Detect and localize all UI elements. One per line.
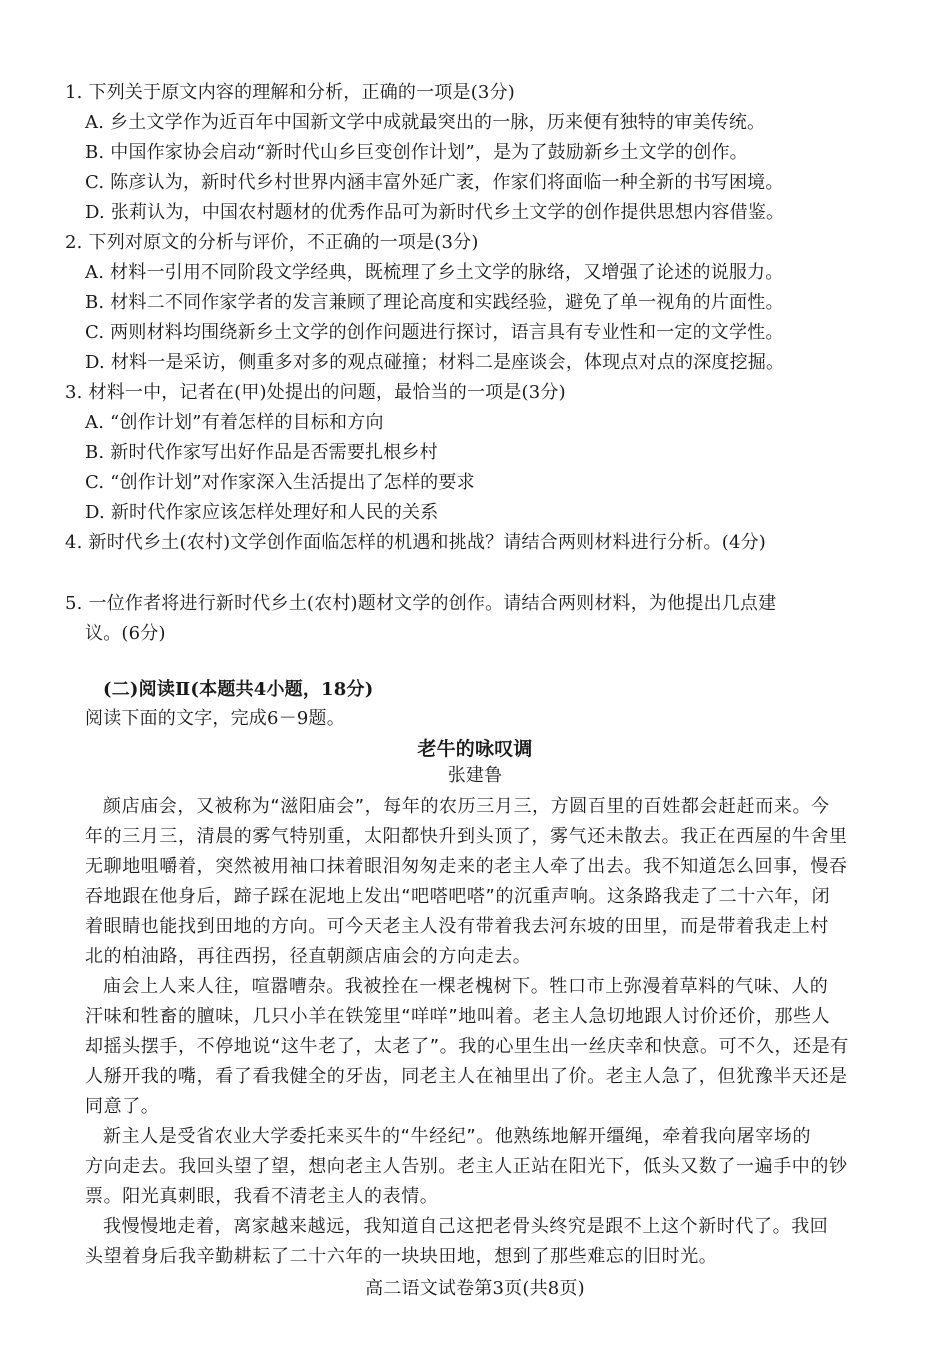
story-line: 人掰开我的嘴，看了看我健全的牙齿，同老主人在袖里出了价。老主人急了，但犹豫半天还是 [85, 1066, 848, 1087]
story-line: 却摇头摆手，不停地说“这牛老了，太老了”。我的心里生出一丝庆幸和快意。可不久，还是有 [85, 1036, 849, 1057]
story-line: 颜店庙会，又被称为“滋阳庙会”，每年的农历三月三，方圆百里的百姓都会赶赶而来。今 [103, 796, 830, 817]
story-line: 着眼睛也能找到田地的方向。可今天老主人没有带着我去河东坡的田里，而是带着我走上村 [85, 916, 829, 937]
page-footer: 高二语文试卷第3页(共8页) [365, 1278, 585, 1299]
story-line: 同意了。 [85, 1096, 160, 1117]
story-line: 无聊地咀嚼着，突然被用袖口抹着眼泪匆匆走来的老主人牵了出去。我不知道怎么回事，慢吞 [85, 856, 848, 877]
question-3-option-d: D. 新时代作家应该怎样处理好和人民的关系 [85, 502, 439, 523]
question-2-stem: 2. 下列对原文的分析与评价，不正确的一项是(3分) [65, 232, 479, 253]
question-2-option-c: C. 两则材料均围绕新乡土文学的创作问题进行探讨，语言具有专业性和一定的文学性。 [85, 322, 784, 343]
question-5-stem-line-1: 5. 一位作者将进行新时代乡土(农村)题材文学的创作。请结合两则材料，为他提出几点建 [65, 593, 777, 614]
story-line: 票。阳光真刺眼，我看不清老主人的表情。 [85, 1186, 439, 1207]
story-line: 北的柏油路，再往西拐，径直朝颜店庙会的方向走去。 [85, 946, 532, 967]
story-title: 老牛的咏叹调 [417, 738, 533, 760]
question-4-stem: 4. 新时代乡土(农村)文学创作面临怎样的机遇和挑战？请结合两则材料进行分析。(4分) [65, 532, 767, 553]
story-author: 张建鲁 [447, 765, 503, 786]
section-instruction: 阅读下面的文字，完成6－9题。 [85, 708, 345, 729]
question-1-option-b: B. 中国作家协会启动“新时代山乡巨变创作计划”，是为了鼓励新乡土文学的创作。 [85, 142, 748, 163]
story-line: 庙会上人来人往，喧嚣嘈杂。我被拴在一棵老槐树下。牲口市上弥漫着草料的气味、人的 [103, 976, 829, 997]
story-line: 汗味和牲畜的膻味，几只小羊在铁笼里“咩咩”地叫着。老主人急切地跟人讨价还价，那些人 [85, 1006, 831, 1027]
question-2-option-d: D. 材料一是采访，侧重多对多的观点碰撞；材料二是座谈会，体现点对点的深度挖掘。 [85, 352, 785, 373]
story-line: 年的三月三，清晨的雾气特别重，太阳都快升到头顶了，雾气还未散去。我正在西屋的牛舍里 [85, 826, 848, 847]
question-2-option-a: A. 材料一引用不同阶段文学经典，既梳理了乡土文学的脉络，又增强了论述的说服力。 [85, 262, 784, 283]
question-5-stem-line-2: 议。(6分) [85, 623, 166, 644]
story-line: 新主人是受省农业大学委托来买牛的“牛经纪”。他熟练地解开缰绳，牵着我向屠宰场的 [103, 1126, 812, 1147]
question-1-option-c: C. 陈彦认为，新时代乡村世界内涵丰富外延广袤，作家们将面临一种全新的书写困境。 [85, 172, 784, 193]
section-heading: (二)阅读Ⅱ(本题共4小题，18分) [103, 679, 374, 700]
question-3-option-c: C. “创作计划”对作家深入生活提出了怎样的要求 [85, 472, 475, 493]
question-1-option-d: D. 张莉认为，中国农村题材的优秀作品可为新时代乡土文学的创作提供思想内容借鉴。 [85, 202, 785, 223]
question-1-option-a: A. 乡土文学作为近百年中国新文学中成就最突出的一脉，历来便有独特的审美传统。 [85, 112, 766, 133]
question-3-option-a: A. “创作计划”有着怎样的目标和方向 [85, 412, 384, 433]
story-line: 方向走去。我回头望了望，想向老主人告别。老主人正站在阳光下，低头又数了一遍手中的钞 [85, 1156, 848, 1177]
question-2-option-b: B. 材料二不同作家学者的发言兼顾了理论高度和实践经验，避免了单一视角的片面性。 [85, 292, 784, 313]
story-line: 我慢慢地走着，离家越来越远，我知道自己这把老骨头终究是跟不上这个新时代了。我回 [103, 1216, 829, 1237]
story-line: 吞地跟在他身后，蹄子踩在泥地上发出“吧嗒吧嗒”的沉重声响。这条路我走了二十六年，闭 [85, 886, 831, 907]
story-line: 头望着身后我辛勤耕耘了二十六年的一块块田地，想到了那些难忘的旧时光。 [85, 1246, 718, 1267]
question-3-option-b: B. 新时代作家写出好作品是否需要扎根乡村 [85, 442, 438, 463]
question-3-stem: 3. 材料一中，记者在(甲)处提出的问题，最恰当的一项是(3分) [65, 382, 566, 403]
question-1-stem: 1. 下列关于原文内容的理解和分析，正确的一项是(3分) [65, 82, 515, 103]
